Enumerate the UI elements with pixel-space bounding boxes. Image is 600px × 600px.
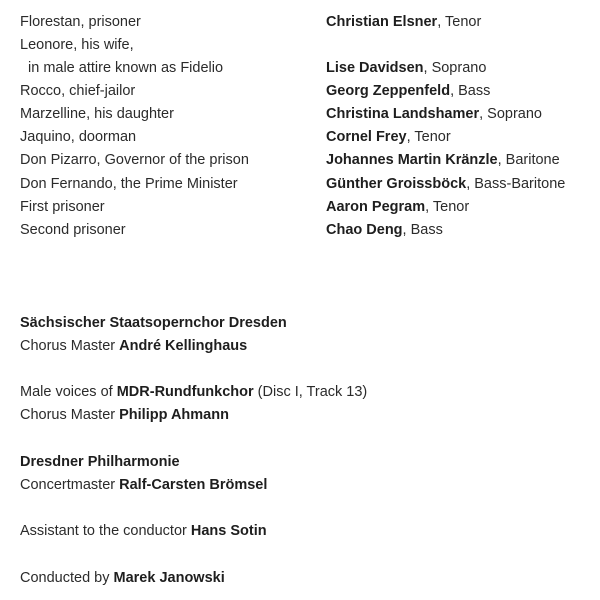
mdr-choir: Male voices of MDR-Rundfunkchor (Disc I, Track 13) bbox=[20, 384, 368, 400]
singer-jaquino bbox=[326, 127, 451, 147]
conductor: Conducted by Marek Janowski bbox=[20, 570, 225, 586]
singer-leonore bbox=[326, 58, 486, 78]
role-rocco: Rocco, chief-jailor bbox=[20, 83, 136, 99]
singer-name: Johannes Martin Kränzle bbox=[326, 152, 498, 168]
assistant-conductor: Assistant to the conductor Hans Sotin bbox=[20, 523, 267, 539]
role-first-prisoner: First prisoner bbox=[20, 199, 105, 215]
singer-name: Chao Deng bbox=[326, 222, 403, 238]
singer-name: Christian Elsner bbox=[326, 14, 438, 30]
singer-marzelline bbox=[326, 104, 542, 124]
voice-type: , Tenor bbox=[406, 129, 451, 145]
orchestra-name: Dresdner Philharmonie bbox=[20, 454, 180, 470]
singer-first-prisoner bbox=[326, 197, 469, 217]
choir-master: Chorus Master André Kellinghaus bbox=[20, 338, 248, 354]
choir-name: Sächsischer Staatsopernchor Dresden bbox=[20, 315, 287, 331]
role-marzelline: Marzelline, his daughter bbox=[20, 106, 174, 122]
voice-type: , Bass bbox=[402, 222, 443, 238]
singer-name: Georg Zeppenfeld bbox=[326, 83, 451, 99]
singer-pizarro bbox=[326, 150, 560, 170]
role-florestan: Florestan, prisoner bbox=[20, 14, 141, 30]
singer-second-prisoner bbox=[326, 220, 443, 240]
voice-type: , Soprano bbox=[423, 60, 487, 76]
singer-florestan bbox=[326, 12, 481, 32]
concertmaster: Concertmaster Ralf-Carsten Brömsel bbox=[20, 477, 268, 493]
singer-name: Günther Groissböck bbox=[326, 176, 467, 192]
singer-fernando bbox=[326, 174, 565, 194]
role-leonore-continued: in male attire known as Fidelio bbox=[28, 60, 224, 76]
voice-type: , Tenor bbox=[425, 199, 470, 215]
voice-type: , Bass bbox=[450, 83, 491, 99]
role-jaquino: Jaquino, doorman bbox=[20, 129, 137, 145]
role-second-prisoner: Second prisoner bbox=[20, 222, 126, 238]
voice-type: , Baritone bbox=[497, 152, 560, 168]
mdr-chorus-master: Chorus Master Philipp Ahmann bbox=[20, 407, 229, 423]
singer-name: Aaron Pegram bbox=[326, 199, 426, 215]
role-leonore: Leonore, his wife, bbox=[20, 37, 134, 53]
role-pizarro: Don Pizarro, Governor of the prison bbox=[20, 152, 249, 168]
voice-type: , Bass-Baritone bbox=[466, 176, 566, 192]
role-fernando: Don Fernando, the Prime Minister bbox=[20, 176, 238, 192]
singer-rocco bbox=[326, 81, 490, 101]
singer-name: Lise Davidsen bbox=[326, 60, 424, 76]
singer-name: Christina Landshamer bbox=[326, 106, 480, 122]
singer-name: Cornel Frey bbox=[326, 129, 407, 145]
voice-type: , Soprano bbox=[479, 106, 542, 122]
voice-type: , Tenor bbox=[437, 14, 482, 30]
